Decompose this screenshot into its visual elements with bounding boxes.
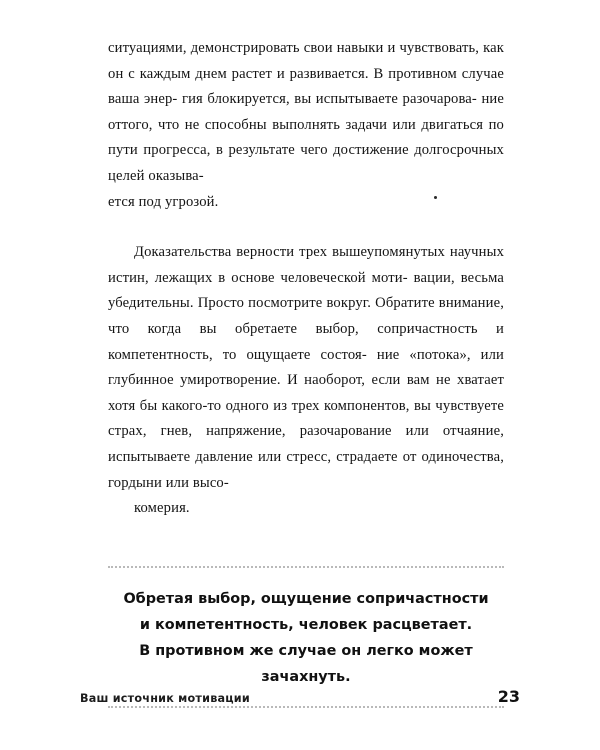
stray-mark bbox=[434, 196, 437, 199]
pullquote-line: зачахнуть. bbox=[261, 668, 351, 685]
paragraph-line: стресс, страдаете от одиночества, гордыни или высо- bbox=[108, 448, 504, 491]
page-number: 23 bbox=[497, 687, 520, 706]
paragraph-line: ние «потока», или глубинное умиротворение. И наоборот, bbox=[108, 346, 505, 389]
paragraph-line: компонентов, вы чувствуете страх, гнев, напряжение, bbox=[108, 397, 504, 440]
page-footer bbox=[80, 687, 520, 706]
body-paragraph-2 bbox=[108, 240, 504, 522]
paragraph-line: Обратите внимание, что когда вы обретаете выбор, bbox=[108, 295, 504, 337]
paragraph-line: ситуациями, демонстрировать свои навыки bbox=[108, 40, 384, 56]
paragraph-line: разочарование или отчаяние, испытываете давление или bbox=[108, 423, 504, 465]
paragraph-line: и чувствовать, как он с каждым днем растет bbox=[108, 40, 504, 82]
paragraph-line: Доказательства верности трех вышеупомянутых bbox=[134, 244, 445, 261]
paragraph-line: научных истин, лежащих в основе человеческой моти- bbox=[108, 244, 505, 286]
body-paragraph-1 bbox=[108, 36, 504, 215]
pullquote-line: В противном же случае он легко может bbox=[139, 642, 473, 659]
paragraph-line: если вам не хватает хотя бы какого-то одного из трех bbox=[108, 372, 505, 414]
paragraph-line: сопричастность и компетентность, то ощущаете состоя- bbox=[108, 320, 505, 363]
paragraph-line: и развивается. В противном случае ваша энер- bbox=[108, 65, 504, 108]
paragraph-line: гия блокируется, вы испытываете разочарова- bbox=[181, 91, 477, 108]
paragraph-line: ние оттого, что не способны выполнять задачи bbox=[108, 91, 504, 133]
paragraph-line: или двигаться по пути прогресса, в результате bbox=[108, 116, 504, 159]
pullquote-line: и компетентность, человек расцветает. bbox=[139, 616, 473, 633]
pullquote-line: Обретая выбор, ощущение сопричастности bbox=[123, 590, 489, 607]
paragraph-line: вации, весьма убедительны. Просто посмотрите вокруг. bbox=[108, 269, 504, 312]
paragraph-line: чего достижение долгосрочных целей оказыва- bbox=[108, 142, 504, 184]
running-title: Ваш источник мотивации bbox=[80, 692, 250, 705]
paragraph-line: комерия. bbox=[134, 500, 190, 517]
paragraph-line: ется под угрозой. bbox=[108, 193, 219, 210]
